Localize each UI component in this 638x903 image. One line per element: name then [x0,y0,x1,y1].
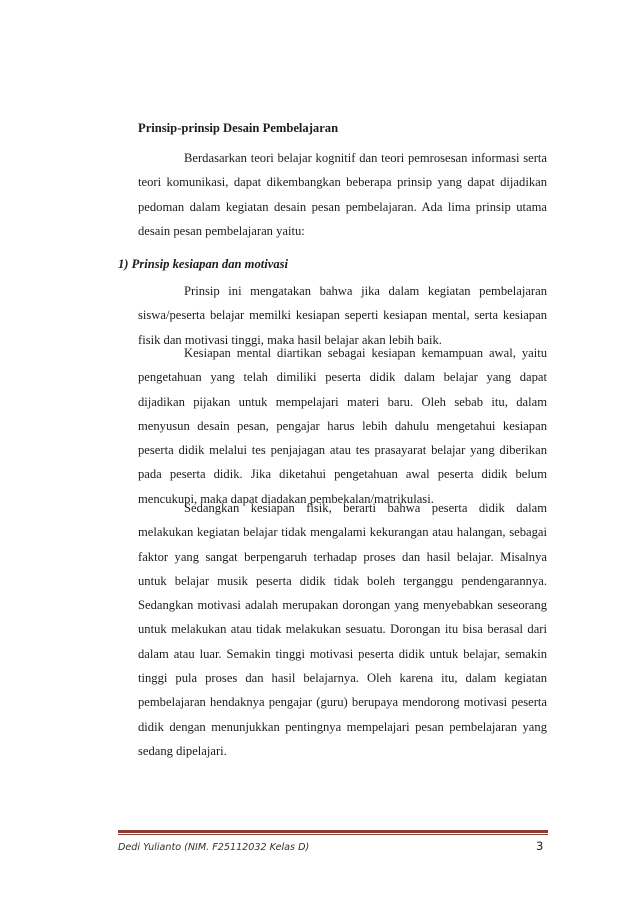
section-heading: Prinsip-prinsip Desain Pembelajaran [138,121,339,135]
intro-paragraph: Berdasarkan teori belajar kognitif dan teori pemrosesan informasi serta teori komunikasi, dapat dikembangkan beberapa prinsip yang dapat dijadikan pedoman dalam kegiatan desain pesan pembelajaran. Ada lima prinsip utama desain pesan pembelajaran yaitu: [138,151,547,238]
paragraph-principle: Prinsip ini mengatakan bahwa jika dalam kegiatan pembelajaran siswa/peserta belajar memilki kesiapan seperti kesiapan mental, serta kesiapan fisik dan motivasi tinggi, maka hasil belajar akan lebih baik. [138,284,547,347]
footer-divider [118,830,548,835]
paragraph-physical-readiness: Sedangkan kesiapan fisik, berarti bahwa peserta didik dalam melakukan kegiatan belajar tidak mengalami kekurangan atau halangan, sebagai faktor yang sangat berpengaruh terhadap proses dan hasil belajar. Misalnya untuk belajar musik peserta didik tidak boleh terganggu pendengarannya. Sedangkan motivasi adalah merupakan dorongan yang menyebabkan seseorang untuk melakukan atau tidak melakukan sesuatu. Dorongan itu bisa berasal dari dalam atau luar. Semakin tinggi motivasi peserta didik untuk belajar, semakin tinggi pula proses dan hasil belajarnya. Oleh karena itu, dalam kegiatan pembelajaran hendaknya pengajar (guru) berupaya mendorong motivasi peserta didik dengan menunjukkan pentingnya mempelajari pesan pembelajaran yang sedang dipelajari. [138,501,547,758]
subsection-title: 1) Prinsip kesiapan dan motivasi [118,257,289,271]
paragraph-mental-readiness: Kesiapan mental diartikan sebagai kesiapan kemampuan awal, yaitu pengetahuan yang telah dimiliki peserta didik dalam belajar yang dapat dijadikan pijakan untuk mempelajari materi baru. Oleh sebab itu, dalam menyusun desain pesan, pengajar harus lebih dahulu mengetahui kesiapan peserta didik melalui tes penjajagan atau tes prasayarat belajar yang diberikan pada peserta didik. Jika diketahui pengetahuan awal peserta didik belum mencukupi, maka dapat diadakan pembekalan/matrikulasi. [138,346,547,506]
page-number: 3 [536,839,544,853]
footer-author: Dedi Yulianto (NIM. F25112032 Kelas D) [118,842,310,853]
